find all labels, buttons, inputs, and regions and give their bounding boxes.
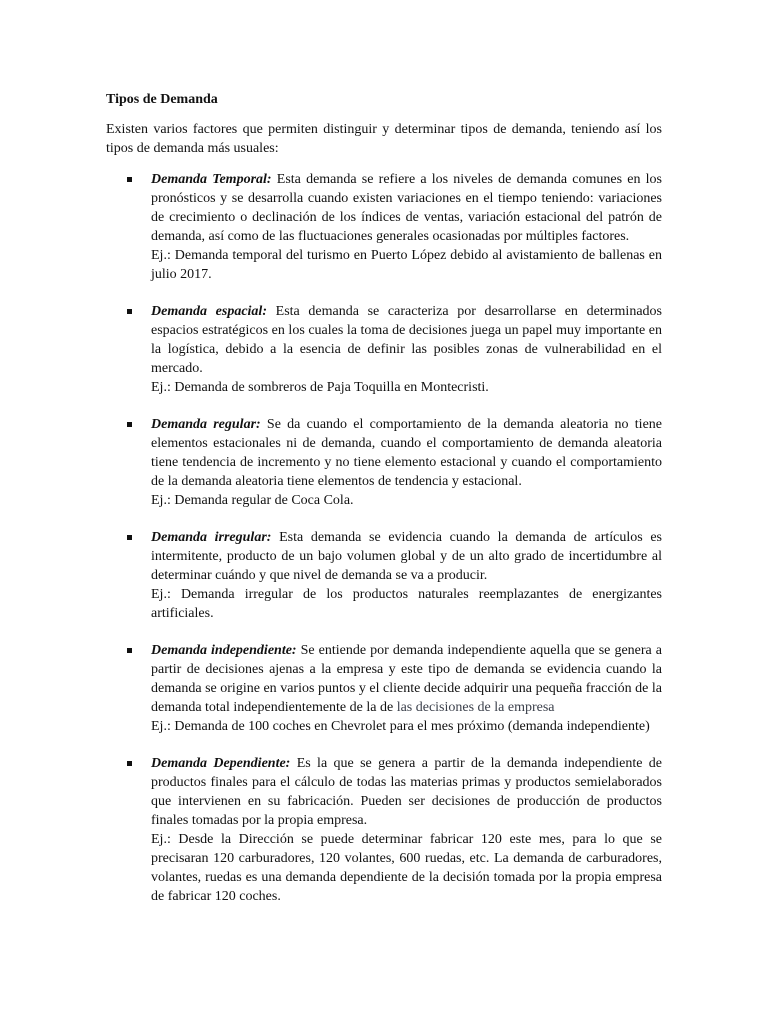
item-example: Ej.: Demanda de sombreros de Paja Toquilla en Montecristi. [151,380,489,395]
square-bullet-icon [127,422,132,427]
item-text: Esta demanda se refiere a los niveles de demanda comunes en los pronósticos y se desarrolla cuando existen variaciones en el tiempo teniendo: variaciones de crecimiento o declinación de los índices de ventas, variación estacional del patrón de demanda, así como de las fluctuaciones generales ocasionadas por múltiples factores. [151,172,662,244]
list-item [106,754,662,906]
demand-types-list [106,170,662,906]
item-term: Demanda Dependiente: [151,756,291,771]
square-bullet-icon [127,761,132,766]
list-item [106,302,662,397]
square-bullet-icon [127,177,132,182]
item-text: Se da cuando el comportamiento de la demanda aleatoria no tiene elementos estacionales ni de demanda, cuando el comportamiento de demanda aleatoria tiene tendencia de incremento y no tiene elemento estacional y cuando el comportamiento de la demanda aleatoria tiene elementos de tendencia y estacional. [151,417,662,489]
item-example: Ej.: Demanda regular de Coca Cola. [151,493,354,508]
item-example: Ej.: Demanda irregular de los productos naturales reemplazantes de energizantes artificiales. [151,587,662,621]
document-title: Tipos de Demanda [106,92,218,107]
item-term: Demanda irregular: [151,530,272,545]
square-bullet-icon [127,309,132,314]
list-item [106,415,662,510]
item-example: Ej.: Desde la Dirección se puede determinar fabricar 120 este mes, para lo que se precisaran 120 carburadores, 120 volantes, 600 ruedas, etc. La demanda de carburadores, volantes, ruedas es una demanda dependiente de la decisión tomada por la propia empresa de fabricar 120 coches. [151,832,662,904]
item-text: Esta demanda se caracteriza por desarrollarse en determinados espacios estratégicos en los cuales la toma de decisiones juega un papel muy importante en la logística, debido a la esencia de definir las posibles zonas de vulnerabilidad en el mercado. [151,304,662,376]
item-example: Ej.: Demanda temporal del turismo en Puerto López debido al avistamiento de ballenas en julio 2017. [151,248,662,282]
item-term: Demanda espacial: [151,304,267,319]
intro-paragraph: Existen varios factores que permiten distinguir y determinar tipos de demanda, teniendo así los tipos de demanda más usuales: [106,122,662,156]
list-item [106,528,662,623]
item-term: Demanda regular: [151,417,261,432]
item-text: Es la que se genera a partir de la demanda independiente de productos finales para el cálculo de todas las materias primas y productos semielaborados que intervienen en su fabricación. Pueden ser decisiones de producción de productos finales tomadas por la propia empresa. [151,756,662,828]
item-text: Esta demanda se evidencia cuando la demanda de artículos es intermitente, producto de un bajo volumen global y de un alto grado de incertidumbre al determinar cuándo y que nivel de demanda se va a producir. [151,530,662,583]
item-term: Demanda Temporal: [151,172,272,187]
item-text: Se entiende por demanda independiente aquella que se genera a partir de decisiones ajenas a la empresa y este tipo de demanda se evidencia cuando la demanda se origine en varios puntos y el cliente decide adquirir una pequeña fracción de la demanda total independientemente de la de [151,643,663,715]
item-example: Ej.: Demanda de 100 coches en Chevrolet para el mes próximo (demanda independiente) [151,719,650,734]
item-text-tail: las decisiones de la empresa [396,700,555,715]
square-bullet-icon [127,648,132,653]
square-bullet-icon [127,535,132,540]
list-item [106,170,662,284]
item-term: Demanda independiente: [151,643,297,658]
list-item [106,641,662,736]
